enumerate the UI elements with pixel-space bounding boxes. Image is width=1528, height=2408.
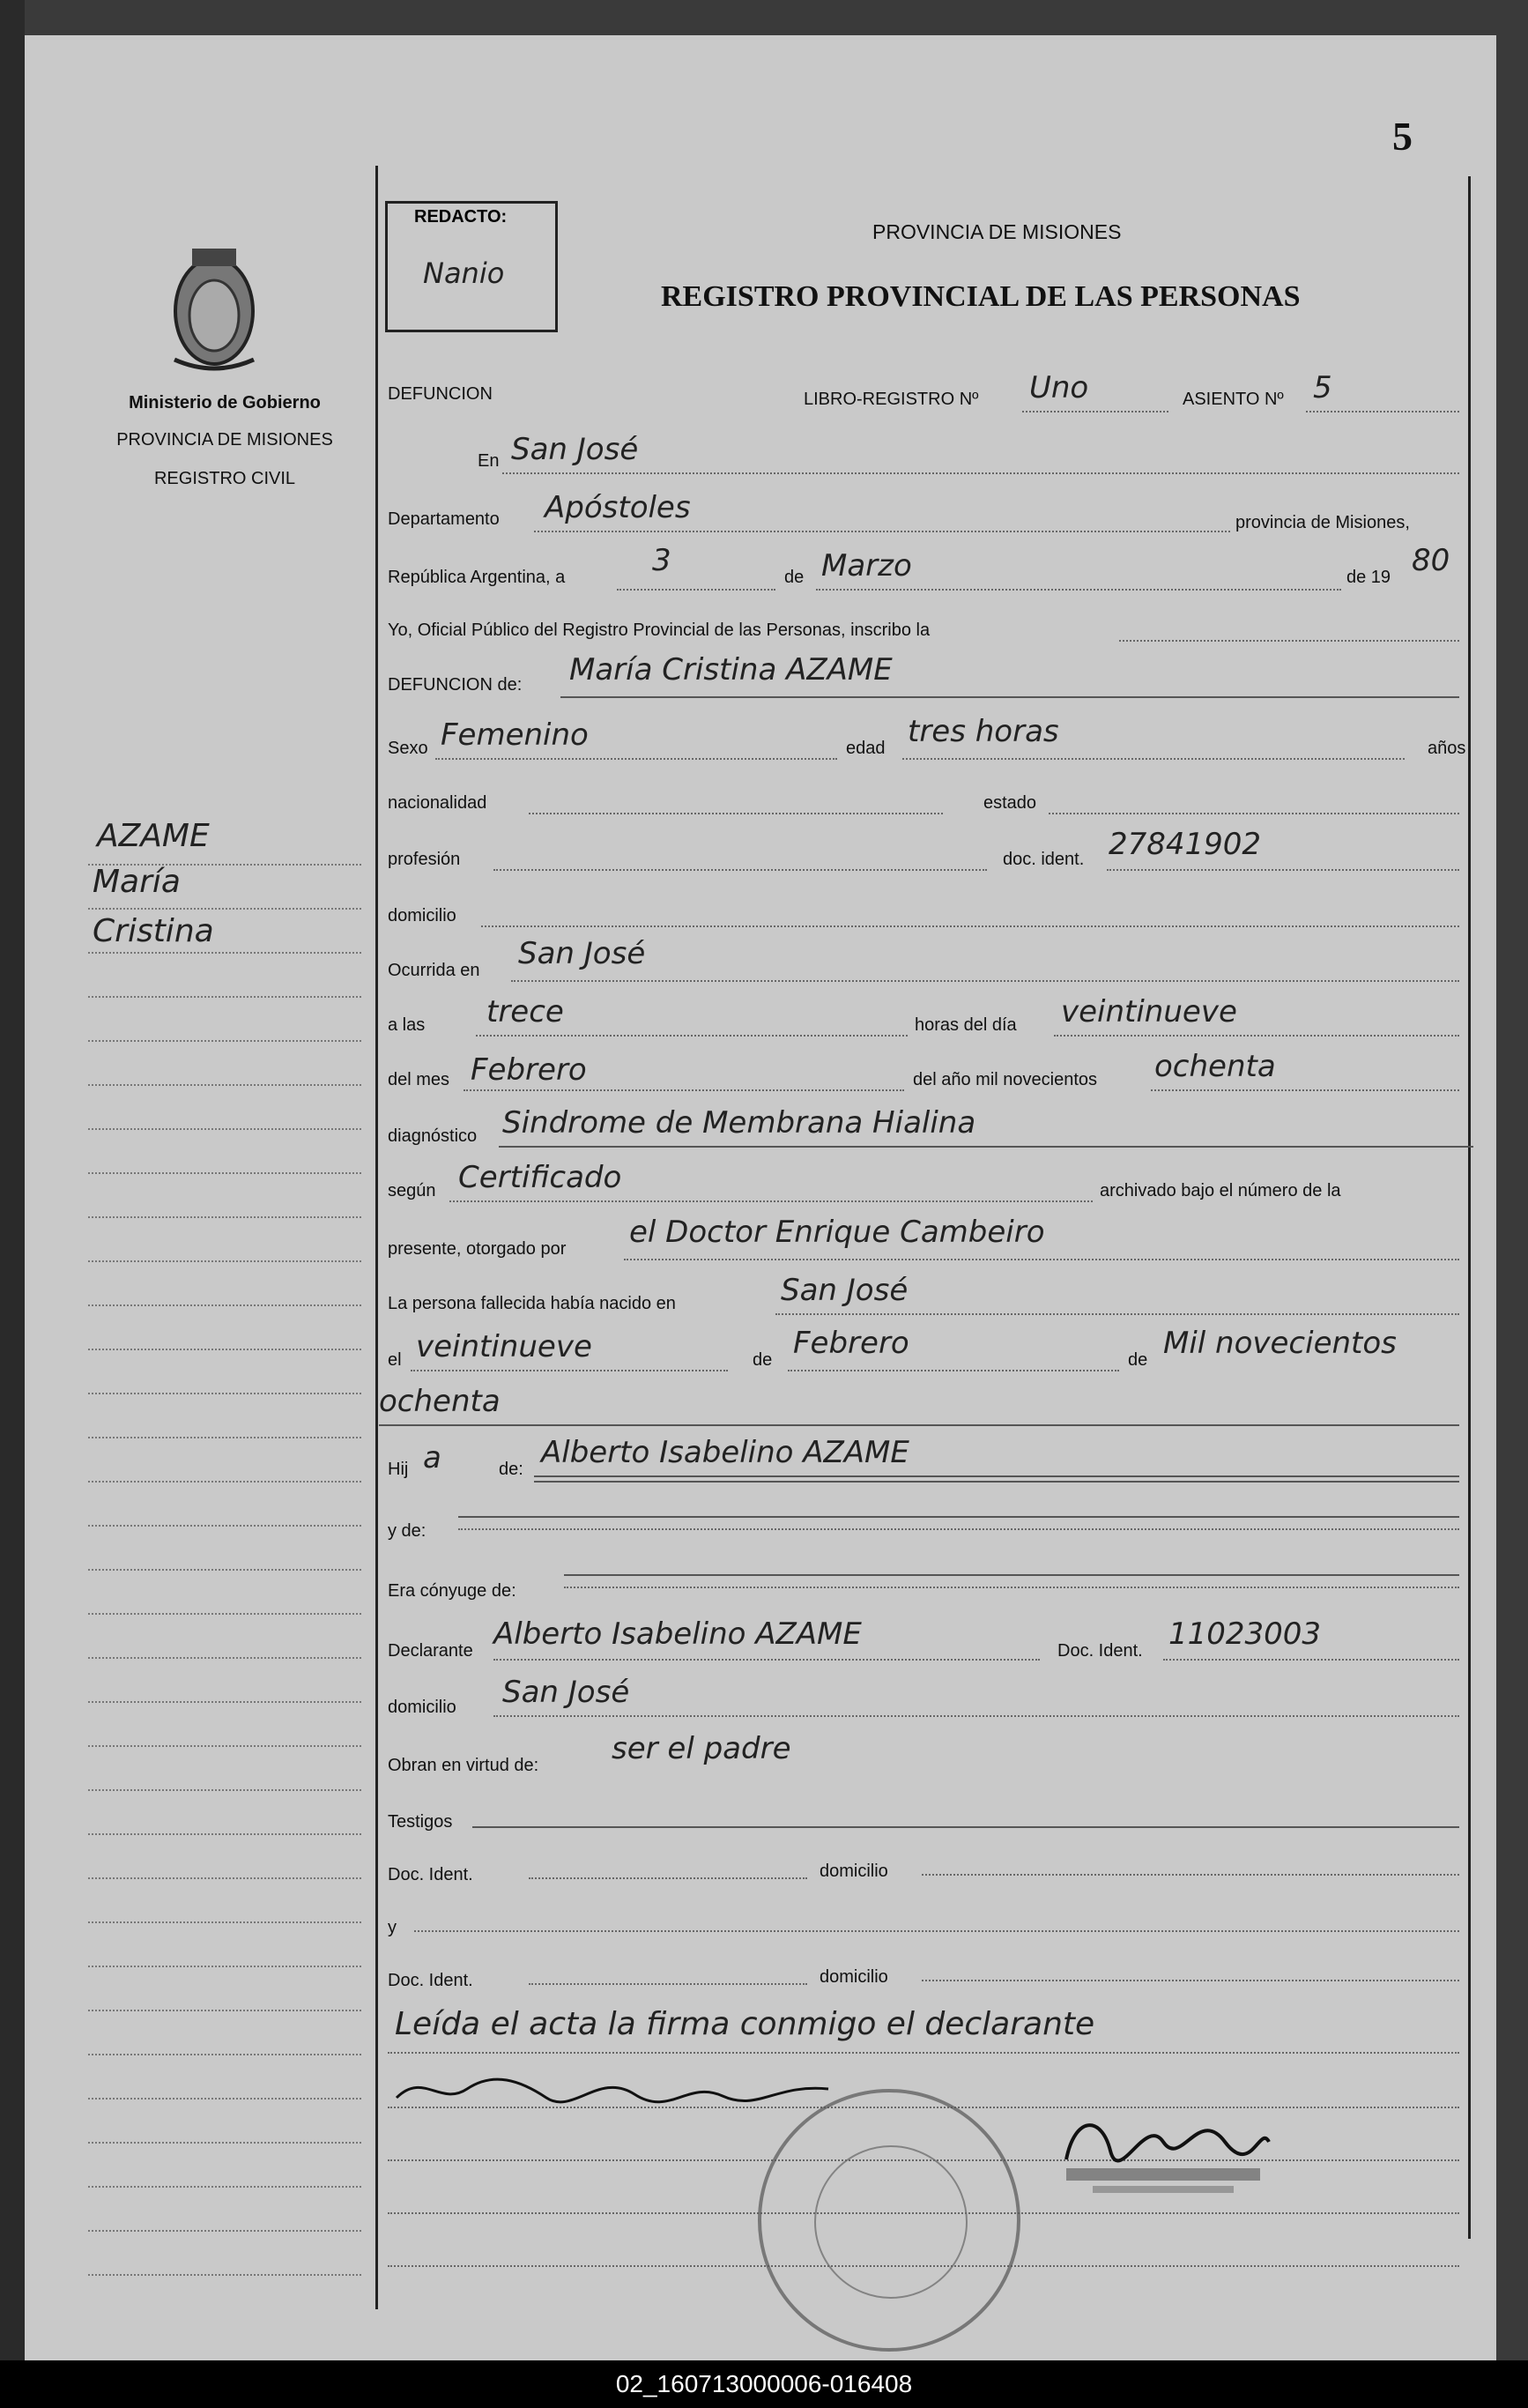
- declarante-line: [493, 1659, 1040, 1661]
- decl-domicilio-value: San José: [502, 1675, 630, 1710]
- departamento-value: Apóstoles: [545, 490, 691, 525]
- estado-line: [1049, 813, 1459, 814]
- edad-value: tres horas: [908, 714, 1059, 749]
- margin-rule: [88, 1701, 361, 1703]
- margin-rule: [88, 1877, 361, 1879]
- margin-name2: Cristina: [93, 913, 214, 949]
- margin-rule: [88, 1128, 361, 1130]
- dia-value: 3: [652, 543, 671, 578]
- profesion-label: profesión: [388, 850, 461, 869]
- libro-label: LIBRO-REGISTRO Nº: [804, 390, 979, 409]
- segun-line: [449, 1200, 1093, 1202]
- y-de-label: y de:: [388, 1521, 427, 1541]
- margin-rule: [88, 1304, 361, 1306]
- conyuge-line-2: [564, 1574, 1459, 1576]
- redacto-box: [385, 201, 558, 332]
- right-border-rule: [1468, 176, 1471, 2239]
- en-label: En: [478, 451, 500, 471]
- margin-rule: [88, 1833, 361, 1835]
- official-signature-icon: [1049, 2098, 1287, 2204]
- edad-line: [902, 758, 1405, 760]
- doc-ident-line: [1107, 869, 1459, 871]
- del-anio-line: [1151, 1089, 1459, 1091]
- leida-line: [388, 2052, 1459, 2054]
- hij-label: Hij: [388, 1460, 409, 1479]
- margin-rule: [88, 2186, 361, 2188]
- declarante-label: Declarante: [388, 1641, 473, 1661]
- ochenta-value: ochenta: [379, 1384, 501, 1419]
- del-mes-value: Febrero: [471, 1052, 587, 1088]
- de19-label: de 19: [1346, 568, 1391, 587]
- de2-label: de: [753, 1350, 773, 1370]
- horas-label: horas del día: [915, 1015, 1017, 1035]
- del-anio-value: ochenta: [1154, 1049, 1276, 1084]
- testigos-line: [472, 1826, 1459, 1828]
- margin-rule: [88, 2142, 361, 2144]
- obran-label: Obran en virtud de:: [388, 1756, 539, 1775]
- y-line: [414, 1930, 1459, 1932]
- yo-line: Yo, Oficial Público del Registro Provincial de las Personas, inscribo la: [388, 621, 931, 640]
- registry-title: REGISTRO PROVINCIAL DE LAS PERSONAS: [661, 280, 1301, 313]
- ocurrida-line: [511, 980, 1459, 982]
- del-mes-label: del mes: [388, 1070, 450, 1089]
- anio-value: 80: [1412, 543, 1450, 578]
- hij-de-label: de:: [499, 1460, 523, 1479]
- departamento-line: [534, 531, 1230, 532]
- margin-rule: [88, 1745, 361, 1747]
- anos-label: años: [1428, 739, 1466, 758]
- decl-domicilio-line: [493, 1715, 1459, 1717]
- dom2-line: [922, 1980, 1459, 1981]
- doc2-label: Doc. Ident.: [388, 1971, 473, 1990]
- presente-label: presente, otorgado por: [388, 1239, 567, 1259]
- testigos-label: Testigos: [388, 1812, 453, 1832]
- page-number: 5: [1392, 114, 1413, 159]
- margin-rule: [88, 1657, 361, 1659]
- dia-texto-line: [1054, 1035, 1459, 1037]
- margin-rule: [88, 2010, 361, 2011]
- asiento-line: [1306, 411, 1459, 412]
- ochenta-line: [379, 1424, 1459, 1426]
- margin-surname: AZAME: [97, 818, 210, 854]
- margin-rule: [88, 908, 361, 910]
- official-seal-icon: [758, 2089, 1020, 2352]
- obran-value: ser el padre: [612, 1731, 791, 1766]
- doc-ident-value: 27841902: [1109, 827, 1262, 862]
- margin-rule: [88, 1481, 361, 1483]
- y-label: y: [388, 1918, 397, 1937]
- nacido-line: [775, 1313, 1459, 1315]
- sexo-line: [435, 758, 837, 760]
- libro-value: Uno: [1029, 370, 1089, 405]
- defuncion-label: DEFUNCION: [388, 384, 493, 404]
- province-title: PROVINCIA DE MISIONES: [872, 220, 1122, 243]
- footer-id: 02_160713000006-016408: [0, 2360, 1528, 2408]
- edad-label: edad: [846, 739, 886, 758]
- y-de-line: [458, 1528, 1459, 1530]
- diagnostico-line: [499, 1146, 1473, 1148]
- a-las-value: trece: [486, 994, 564, 1029]
- segun-value: Certificado: [458, 1160, 622, 1195]
- leida-value: Leída el acta la firma conmigo el declarante: [395, 2006, 1095, 2042]
- del-anio-label: del año mil novecientos: [913, 1070, 1098, 1089]
- dia-line: [617, 589, 775, 591]
- nacido-label: La persona fallecida había nacido en: [388, 1294, 676, 1313]
- margin-rule: [88, 1525, 361, 1527]
- coat-of-arms-icon: [166, 245, 263, 377]
- mes-line: [816, 589, 1341, 591]
- decl-domicilio-label: domicilio: [388, 1698, 456, 1717]
- ministry-province: PROVINCIA DE MISIONES: [116, 430, 333, 450]
- de-label: de: [784, 568, 805, 587]
- margin-rule: [88, 1393, 361, 1394]
- margin-rule: [88, 1966, 361, 1967]
- defuncion-de-value: María Cristina AZAME: [569, 652, 893, 687]
- el-label: el: [388, 1350, 402, 1370]
- doc1-line: [529, 1877, 807, 1879]
- del-mes-line: [464, 1089, 904, 1091]
- en-line: [502, 472, 1459, 474]
- margin-rule: [88, 1569, 361, 1571]
- a-las-line: [476, 1035, 908, 1037]
- presente-line: [624, 1259, 1459, 1260]
- el-value: veintinueve: [416, 1329, 592, 1364]
- left-border-rule: [375, 166, 378, 2309]
- dom1-label: domicilio: [820, 1862, 888, 1881]
- margin-rule: [88, 1921, 361, 1923]
- doc-ident-label: doc. ident.: [1003, 850, 1085, 869]
- asiento-label: ASIENTO Nº: [1183, 390, 1284, 409]
- margin-rule: [88, 1260, 361, 1262]
- margin-rule: [88, 2230, 361, 2232]
- sexo-label: Sexo: [388, 739, 428, 758]
- margin-rule: [88, 2098, 361, 2100]
- de3-label: de: [1128, 1350, 1148, 1370]
- en-value: San José: [511, 432, 639, 467]
- provincia-suffix: provincia de Misiones,: [1235, 513, 1410, 532]
- margin-rule: [88, 1084, 361, 1086]
- margin-rule: [88, 1789, 361, 1791]
- margin-rule: [88, 2274, 361, 2276]
- segun-label: según: [388, 1181, 436, 1200]
- nacido-value: San José: [781, 1273, 909, 1308]
- domicilio-label: domicilio: [388, 906, 456, 925]
- conyuge-line: [564, 1587, 1459, 1588]
- departamento-label: Departamento: [388, 509, 500, 529]
- de3-value: Mil novecientos: [1163, 1326, 1397, 1361]
- doc2-line: [529, 1983, 807, 1985]
- presente-value: el Doctor Enrique Cambeiro: [629, 1215, 1045, 1250]
- decl-doc-line: [1163, 1659, 1459, 1661]
- hij-value: a: [423, 1440, 441, 1475]
- dia-texto-value: veintinueve: [1061, 994, 1237, 1029]
- nacionalidad-label: nacionalidad: [388, 793, 487, 813]
- margin-rule: [88, 952, 361, 954]
- book-spine: [0, 0, 25, 2362]
- decl-doc-value: 11023003: [1168, 1616, 1322, 1652]
- domicilio-line: [481, 925, 1459, 927]
- ministry-registry: REGISTRO CIVIL: [153, 469, 296, 488]
- redacto-label: REDACTO:: [414, 207, 508, 227]
- padre-line: [534, 1475, 1459, 1477]
- profesion-line: [493, 869, 987, 871]
- de2-line: [788, 1370, 1119, 1371]
- republica-label: República Argentina, a: [388, 568, 566, 587]
- margin-rule: [88, 1613, 361, 1615]
- conyuge-label: Era cónyuge de:: [388, 1581, 516, 1601]
- archivado-label: archivado bajo el número de la: [1100, 1181, 1341, 1200]
- sexo-value: Femenino: [441, 717, 589, 753]
- el-line: [411, 1370, 728, 1371]
- defuncion-de-label: DEFUNCION de:: [388, 675, 523, 695]
- dom1-line: [922, 1874, 1459, 1876]
- margin-rule: [88, 1216, 361, 1218]
- estado-label: estado: [983, 793, 1037, 813]
- margin-rule: [88, 1040, 361, 1042]
- y-de-line-2: [458, 1516, 1459, 1518]
- margin-rule: [88, 1172, 361, 1174]
- margin-rule: [88, 996, 361, 998]
- margin-name1: María: [93, 864, 181, 900]
- mes-value: Marzo: [821, 548, 912, 583]
- dom2-label: domicilio: [820, 1967, 888, 1987]
- diagnostico-label: diagnóstico: [388, 1126, 478, 1146]
- declarante-value: Alberto Isabelino AZAME: [493, 1616, 862, 1652]
- defuncion-de-line: [560, 696, 1459, 698]
- margin-rule: [88, 1349, 361, 1350]
- asiento-value: 5: [1313, 370, 1332, 405]
- decl-doc-label: Doc. Ident.: [1057, 1641, 1143, 1661]
- padre-value: Alberto Isabelino AZAME: [541, 1435, 909, 1470]
- padre-line-2: [534, 1481, 1459, 1483]
- margin-rule: [88, 2054, 361, 2055]
- margin-rule: [88, 1437, 361, 1438]
- nacionalidad-line: [529, 813, 943, 814]
- ocurrida-value: San José: [518, 936, 646, 971]
- ocurrida-label: Ocurrida en: [388, 961, 480, 980]
- yo-dotted: [1119, 640, 1459, 642]
- doc1-label: Doc. Ident.: [388, 1865, 473, 1884]
- ministry-name: Ministerio de Gobierno: [129, 393, 321, 412]
- diagnostico-value: Sindrome de Membrana Hialina: [502, 1105, 976, 1141]
- a-las-label: a las: [388, 1015, 426, 1035]
- redacto-value: Nanio: [423, 256, 505, 290]
- libro-line: [1022, 411, 1168, 412]
- de2-value: Febrero: [793, 1326, 909, 1361]
